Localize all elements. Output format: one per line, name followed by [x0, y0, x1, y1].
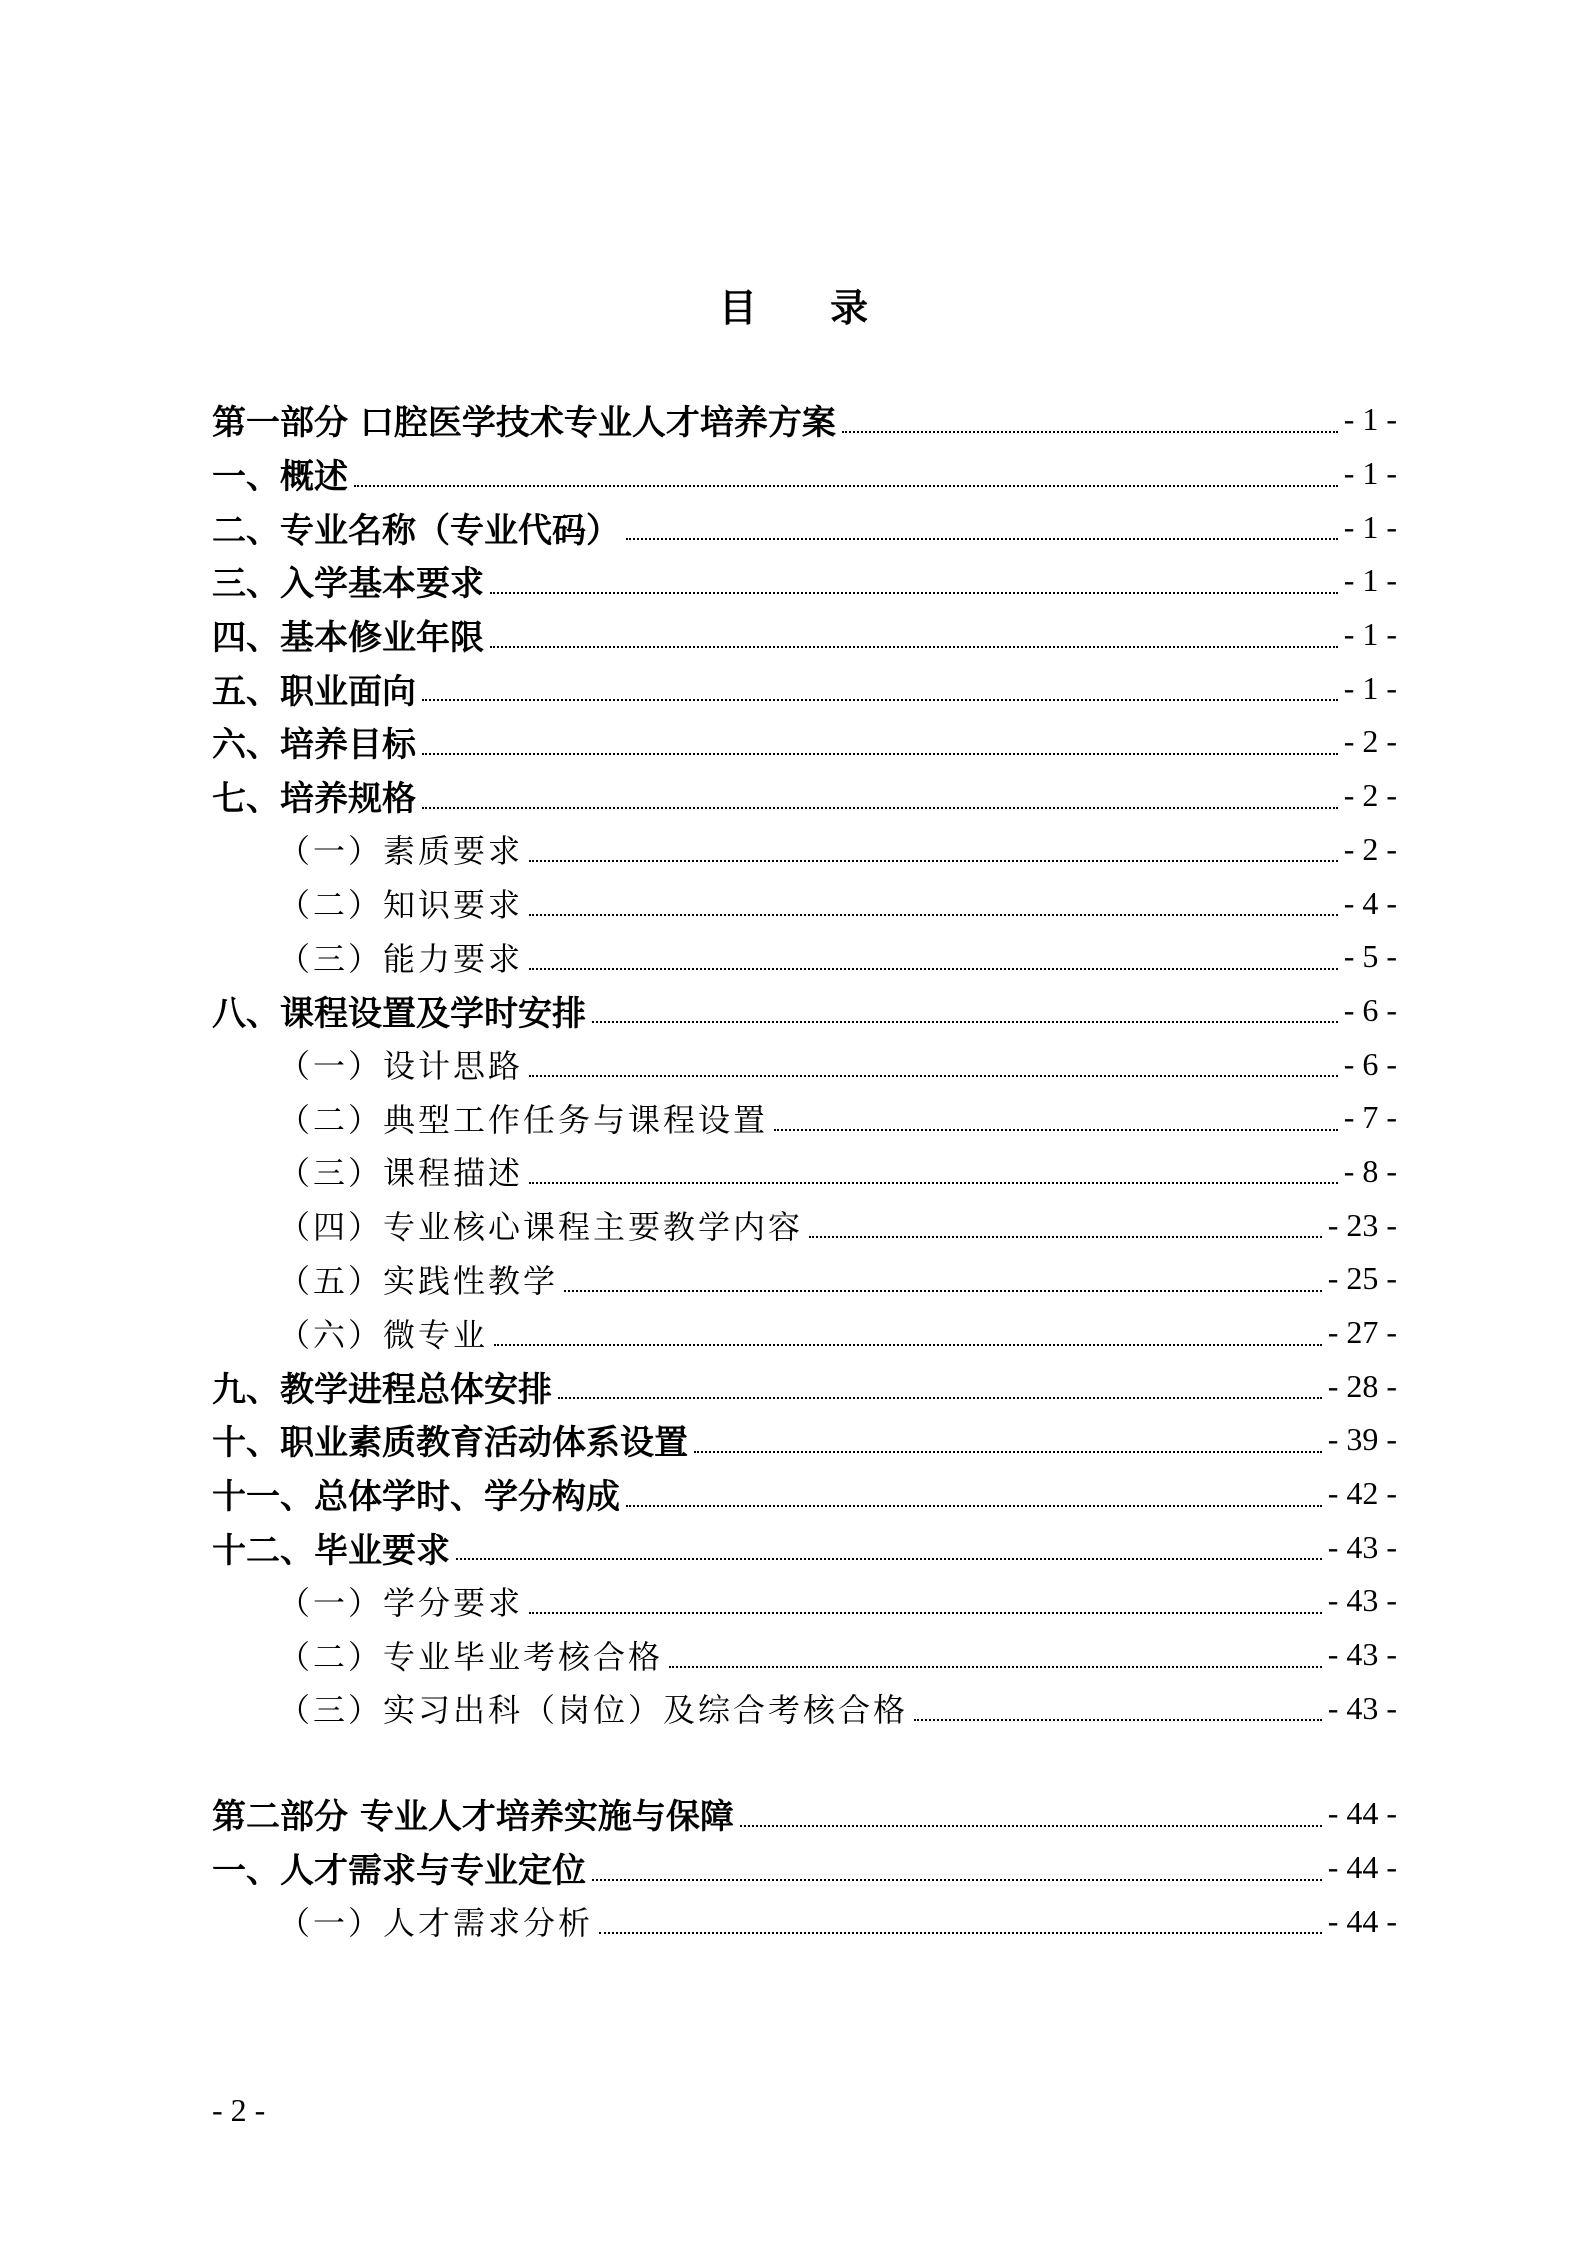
- toc-dot-leader: [564, 1290, 1322, 1292]
- toc-entry-label: （一）设计思路: [278, 1047, 524, 1086]
- toc-dot-leader: [422, 699, 1338, 701]
- toc-entry-page: - 1 -: [1343, 669, 1397, 706]
- toc-entry-label: 六、培养目标: [212, 725, 416, 766]
- toc-dot-leader: [422, 753, 1338, 755]
- toc-entry[interactable]: [212, 1467, 1397, 1521]
- toc-entry[interactable]: [212, 823, 1397, 877]
- toc-entry-label: 十、职业素质教育活动体系设置: [212, 1423, 688, 1464]
- toc-entry-label: （四）专业核心课程主要教学内容: [278, 1208, 804, 1247]
- toc-entry-label: 三、入学基本要求: [212, 564, 484, 605]
- toc-entry-page: - 2 -: [1343, 830, 1397, 867]
- toc-entry-page: - 23 -: [1327, 1206, 1397, 1243]
- toc-entry[interactable]: [212, 1682, 1397, 1736]
- toc-dot-leader: [626, 1505, 1322, 1507]
- toc-entry-page: - 2 -: [1343, 777, 1397, 814]
- toc-part-2: [212, 1787, 1397, 1948]
- toc-entry-label: （二）专业毕业考核合格: [278, 1637, 664, 1676]
- toc-entry-label: 第一部分 口腔医学技术专业人才培养方案: [212, 403, 836, 444]
- toc-entry[interactable]: [212, 876, 1397, 930]
- toc-entry-label: 十二、毕业要求: [212, 1530, 450, 1571]
- toc-entry[interactable]: [212, 1574, 1397, 1628]
- toc-dot-leader: [422, 807, 1338, 809]
- toc-entry-label: （三）能力要求: [278, 939, 524, 978]
- page-title: 目 录: [718, 286, 899, 330]
- toc-entry[interactable]: [212, 1037, 1397, 1091]
- toc-entry-page: - 39 -: [1327, 1421, 1397, 1458]
- toc-entry-label: （三）课程描述: [278, 1154, 524, 1193]
- toc-entry-page: - 1 -: [1343, 401, 1397, 438]
- toc-entry-page: - 5 -: [1343, 938, 1397, 975]
- toc-entry-label: 一、概述: [212, 457, 348, 498]
- toc-entry-label: （一）人才需求分析: [278, 1904, 594, 1943]
- toc-entry-page: - 25 -: [1327, 1260, 1397, 1297]
- toc-entry[interactable]: [212, 1520, 1397, 1574]
- toc-entry[interactable]: [212, 393, 1397, 447]
- toc-entry[interactable]: [212, 500, 1397, 554]
- toc-dot-leader: [354, 485, 1338, 487]
- toc-entry-page: - 6 -: [1343, 991, 1397, 1028]
- toc-entry-page: - 42 -: [1327, 1475, 1397, 1512]
- toc-dot-leader: [490, 592, 1338, 594]
- toc-entry[interactable]: [212, 1306, 1397, 1360]
- toc-entry-page: - 1 -: [1343, 455, 1397, 492]
- toc-entry[interactable]: [212, 1628, 1397, 1682]
- toc-entry-page: - 6 -: [1343, 1045, 1397, 1082]
- toc-entry[interactable]: [212, 984, 1397, 1038]
- toc-dot-leader: [529, 914, 1338, 916]
- toc-entry-label: （三）实习出科（岗位）及综合考核合格: [278, 1691, 909, 1730]
- toc-entry-page: - 44 -: [1327, 1849, 1397, 1886]
- toc-entry-label: （一）素质要求: [278, 832, 524, 871]
- toc-entry-page: - 44 -: [1327, 1902, 1397, 1939]
- toc-entry[interactable]: [212, 447, 1397, 501]
- toc-dot-leader: [809, 1236, 1322, 1238]
- toc-entry-page: - 27 -: [1327, 1314, 1397, 1351]
- toc-entry-page: - 7 -: [1343, 1099, 1397, 1136]
- toc-entry-page: - 43 -: [1327, 1636, 1397, 1673]
- toc-entry-label: （二）知识要求: [278, 886, 524, 925]
- toc-dot-leader: [740, 1825, 1322, 1827]
- toc-entry[interactable]: [212, 1413, 1397, 1467]
- toc-dot-leader: [669, 1666, 1322, 1668]
- toc-entry[interactable]: [212, 1145, 1397, 1199]
- toc-entry-page: - 4 -: [1343, 884, 1397, 921]
- toc-dot-leader: [592, 1021, 1338, 1023]
- toc-entry-label: 八、课程设置及学时安排: [212, 993, 586, 1034]
- toc-entry-label: 第二部分 专业人才培养实施与保障: [212, 1797, 734, 1838]
- toc-entry[interactable]: [212, 769, 1397, 823]
- toc-entry[interactable]: [212, 661, 1397, 715]
- toc-entry-label: （二）典型工作任务与课程设置: [278, 1100, 769, 1139]
- toc-entry-page: - 43 -: [1327, 1689, 1397, 1726]
- toc-entry-page: - 28 -: [1327, 1367, 1397, 1404]
- toc-entry-label: 四、基本修业年限: [212, 618, 484, 659]
- toc-dot-leader: [592, 1879, 1322, 1881]
- toc-dot-leader: [529, 1075, 1338, 1077]
- toc-dot-leader: [842, 431, 1338, 433]
- toc-entry-page: - 8 -: [1343, 1152, 1397, 1189]
- toc-entry[interactable]: [212, 1894, 1397, 1948]
- toc-entry[interactable]: [212, 1091, 1397, 1145]
- toc-entry[interactable]: [212, 1359, 1397, 1413]
- toc-dot-leader: [774, 1129, 1338, 1131]
- toc-entry-label: 二、专业名称（专业代码）: [212, 510, 620, 551]
- toc-entry-page: - 43 -: [1327, 1528, 1397, 1565]
- toc-dot-leader: [529, 968, 1338, 970]
- toc-dot-leader: [914, 1719, 1322, 1721]
- toc-dot-leader: [626, 538, 1338, 540]
- toc-entry-page: - 1 -: [1343, 562, 1397, 599]
- toc-dot-leader: [529, 1182, 1338, 1184]
- footer-page-number: - 2 -: [212, 2092, 266, 2128]
- toc-dot-leader: [694, 1451, 1322, 1453]
- toc-entry-page: - 1 -: [1343, 508, 1397, 545]
- toc-dot-leader: [490, 646, 1338, 648]
- toc-part-1: [212, 393, 1397, 1735]
- toc-entry-label: 十一、总体学时、学分构成: [212, 1477, 620, 1518]
- toc-dot-leader: [558, 1397, 1322, 1399]
- toc-dot-leader: [529, 860, 1338, 862]
- toc-entry-label: 五、职业面向: [212, 671, 416, 712]
- toc-dot-leader: [599, 1932, 1322, 1934]
- toc-entry[interactable]: [212, 1841, 1397, 1895]
- toc-entry[interactable]: [212, 608, 1397, 662]
- toc-dot-leader: [529, 1612, 1322, 1614]
- toc-dot-leader: [494, 1344, 1322, 1346]
- toc-entry[interactable]: [212, 1252, 1397, 1306]
- toc-entry-label: （五）实践性教学: [278, 1261, 559, 1300]
- toc-entry[interactable]: [212, 715, 1397, 769]
- toc-dot-leader: [456, 1558, 1322, 1560]
- toc-entry-label: 一、人才需求与专业定位: [212, 1851, 586, 1892]
- toc-entry-label: 七、培养规格: [212, 779, 416, 820]
- toc-entry-label: （六）微专业: [278, 1315, 489, 1354]
- toc-entry[interactable]: [212, 554, 1397, 608]
- toc-entry-page: - 2 -: [1343, 723, 1397, 760]
- toc-entry-page: - 44 -: [1327, 1795, 1397, 1832]
- toc-entry-page: - 1 -: [1343, 616, 1397, 653]
- toc-entry[interactable]: [212, 1198, 1397, 1252]
- toc-entry[interactable]: [212, 1787, 1397, 1841]
- toc-entry-label: （一）学分要求: [278, 1583, 524, 1622]
- toc-entry[interactable]: [212, 930, 1397, 984]
- toc-entry-label: 九、教学进程总体安排: [212, 1369, 552, 1410]
- toc-entry-page: - 43 -: [1327, 1582, 1397, 1619]
